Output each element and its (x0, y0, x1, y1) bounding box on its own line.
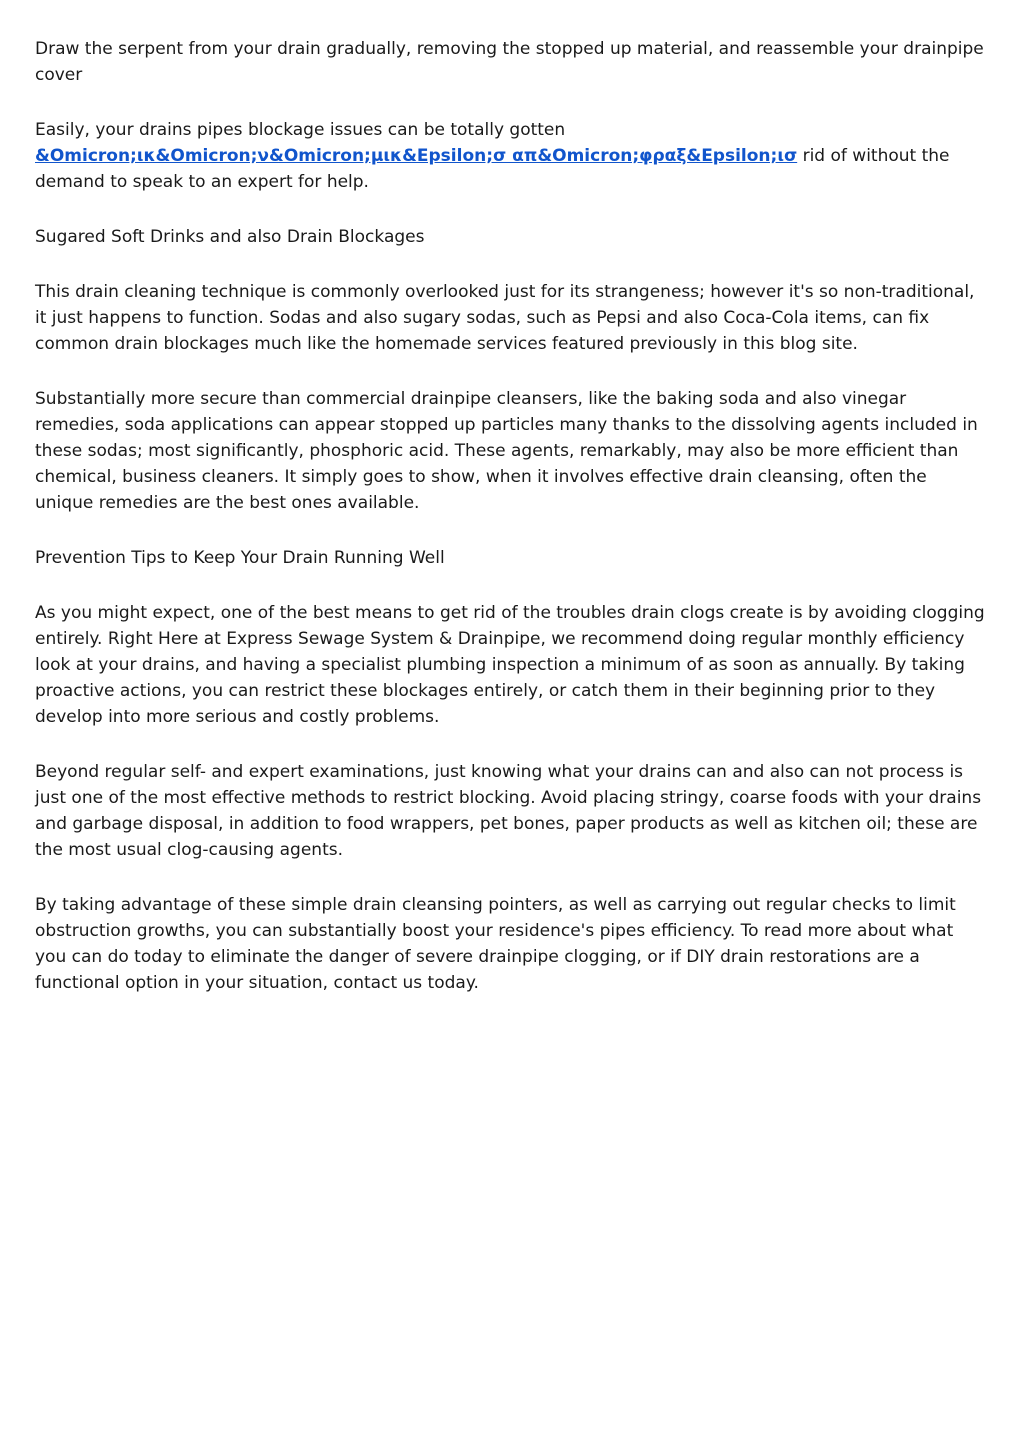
heading-sugared-soft-drinks: Sugared Soft Drinks and also Drain Blockages (35, 227, 425, 247)
paragraph-commercial-cleansers: Substantially more secure than commercial drainpipe cleansers, like the baking soda and also vinegar remedies, soda applications can appear stopped up particles many thanks to the dissolving agents included in these sodas; most significantly, phosphoric acid. These agents, remarkably, may also be more efficient than chemical, business cleaners. It simply goes to show, when it involves effective drain cleansing, often the unique remedies are the best ones available. (35, 389, 978, 513)
paragraph-conclusion: By taking advantage of these simple drain cleansing pointers, as well as carrying out regular checks to limit obstruction growths, you can substantially boost your residence's pipes efficiency. To read more about what you can do today to eliminate the danger of severe drainpipe clogging, or if DIY drain restorations are a functional option in your situation, contact us today. (35, 895, 956, 993)
paragraph-drain-serpent: Draw the serpent from your drain gradually, removing the stopped up material, and reassemble your drainpipe cover (35, 39, 984, 85)
paragraph-avoid-clogging: As you might expect, one of the best means to get rid of the troubles drain clogs create is by avoiding clogging entirely. Right Here at Express Sewage System & Drainpipe, we recommend doing regular monthly efficiency look at your drains, and having a specialist plumbing inspection a minimum of as soon as annually. By taking proactive actions, you can restrict these blockages entirely, or catch them in their beginning prior to they develop into more serious and costly problems. (35, 603, 985, 727)
paragraph-regular-examinations: Beyond regular self- and expert examinations, just knowing what your drains can and also can not process is just one of the most effective methods to restrict blocking. Avoid placing stringy, coarse foods with your drains and garbage disposal, in addition to food wrappers, pet bones, paper products as well as kitchen oil; these are the most usual clog-causing agents. (35, 762, 982, 860)
greek-link[interactable]: &Omicron;ικ&Omicron;ν&Omicron;μικ&Epsilon;σ απ&Omicron;φραξ&Epsilon;ισ (35, 146, 798, 166)
paragraph-text-after-link: rid of without the demand to speak to an expert for help. (35, 146, 950, 192)
paragraph-blockage-issues (35, 117, 989, 195)
paragraph-cleaning-technique: This drain cleaning technique is commonly overlooked just for its strangeness; however it's so non-traditional, it just happens to function. Sodas and also sugary sodas, such as Pepsi and also Coca-Cola items, can fix common drain blockages much like the homemade services featured previously in this blog site. (35, 282, 975, 354)
heading-prevention-tips: Prevention Tips to Keep Your Drain Running Well (35, 548, 445, 568)
paragraph-text-before-link: Easily, your drains pipes blockage issues can be totally gotten (35, 120, 566, 140)
document-page (35, 36, 989, 1025)
